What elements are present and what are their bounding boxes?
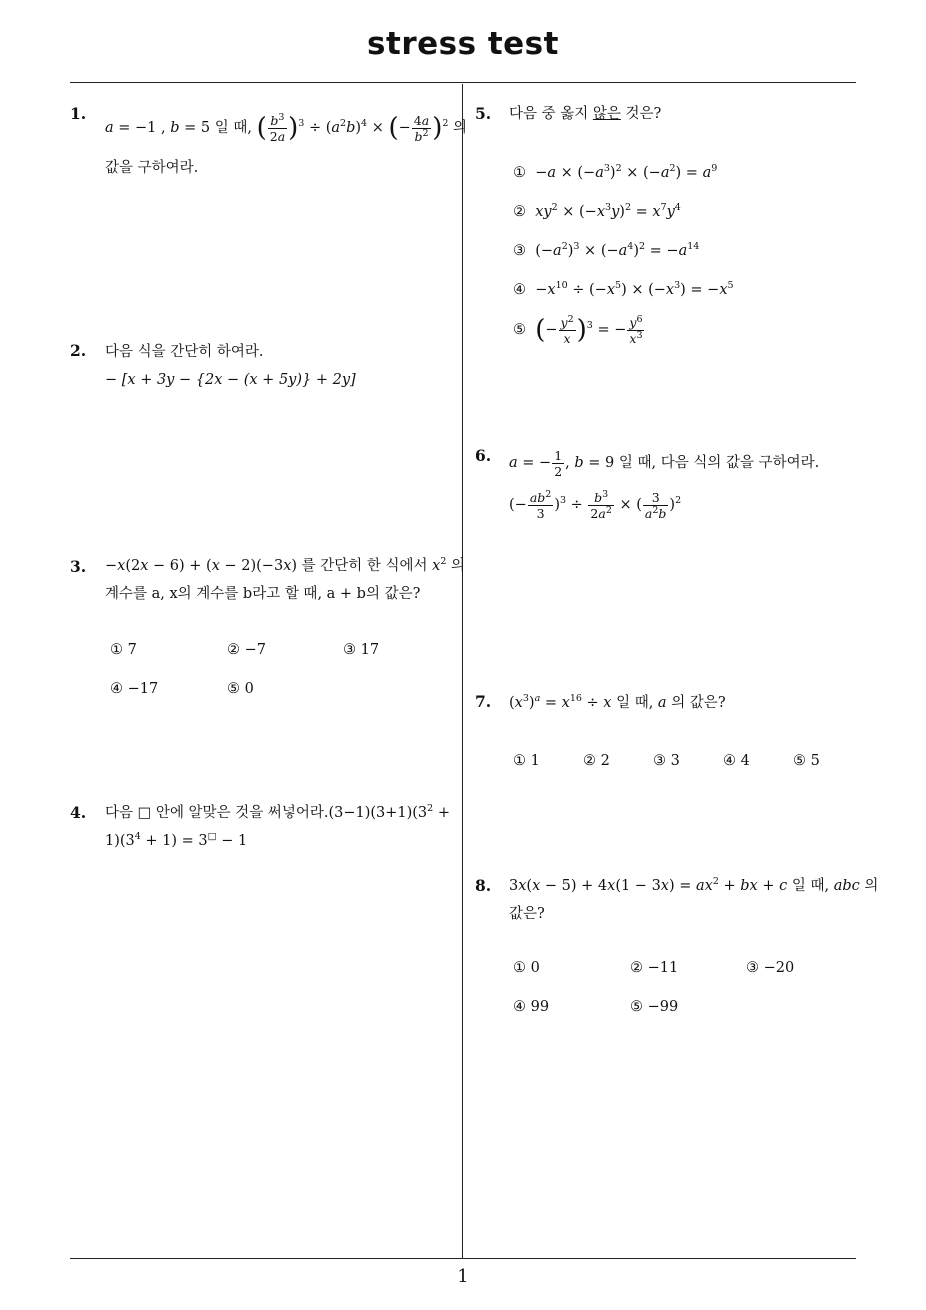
q8-choice-2[interactable]: ② −11 [630,960,679,976]
header-rule [70,82,856,83]
q5-choice-4[interactable]: ④ $-x^{10} \div (-x^5) \times (-x^3) = -x^5$ [513,280,734,298]
q5-choice-2[interactable]: ② $xy^2 \times (-x^3y)^2 = x^7y^4$ [513,202,681,220]
question-5-number: 5. [475,104,492,123]
question-8-number: 8. [475,876,492,895]
q8-choice-1[interactable]: ① 0 [513,960,540,976]
q8-choice-3[interactable]: ③ −20 [746,960,795,976]
q5-choice-1[interactable]: ① $-a \times (-a^3)^2 \times (-a^2) = a^9$ [513,163,718,181]
q7-choice-4[interactable]: ④ 4 [723,753,750,769]
question-5: 다음 중 옳지 않은 것은? [509,106,662,122]
q3-choice-5[interactable]: ⑤ 0 [227,681,254,697]
question-7-number: 7. [475,692,492,711]
page-title: stress test [367,26,559,62]
q5-choice-3[interactable]: ③ $(-a^2)^3 \times (-a^4)^2 = -a^{14}$ [513,241,700,259]
column-divider [462,84,463,1258]
q8-choice-4[interactable]: ④ 99 [513,999,550,1015]
question-3: −x(2x − 6) + (x − 2)(−3x) 를 간단히 한 식에서 $x^2$ 의 계수를 a, x의 계수를 b라고 할 때, a + b의 값은? [105,556,466,602]
q3-choice-1[interactable]: ① 7 [110,642,137,658]
question-8: $3x(x - 5) + 4x(1 - 3x) = ax^2$ + bx + c 일 때, abc 의 값은? [509,876,879,922]
question-4-number: 4. [70,803,87,822]
question-2: 다음 식을 간단히 하여라. − [x + 3y − {2x − (x + 5y)} + 2y] [105,344,356,388]
question-7: $(x^3)^a = x^{16} \div x$ 일 때, a 의 값은? [509,693,726,711]
q3-choice-3[interactable]: ③ 17 [343,642,380,658]
question-4: 다음 □ 안에 알맞은 것을 써넣어라$.(3-1)(3+1)(3^2$ + $1)(3^4 + 1) = 3^□ - 1$ [105,803,450,849]
question-1-number: 1. [70,104,87,123]
question-6-number: 6. [475,446,492,465]
q7-choice-2[interactable]: ② 2 [583,753,610,769]
question-2-number: 2. [70,341,87,360]
question-1: a = −1 , b = 5 일 때, ( $\frac{b^3}{2a}$ )$^3 \div (a^2b)^4$ × (− $\frac{4a}{b^2}$ )$^2$ 의 값을 구하여라. [105,111,468,176]
footer-rule [70,1258,856,1259]
question-3-number: 3. [70,557,87,576]
q7-choice-1[interactable]: ① 1 [513,753,540,769]
q3-choice-2[interactable]: ② −7 [227,642,266,658]
question-6: a = − $\frac{1}{2}$ , b = 9 일 때, 다음 식의 값을 구하여라. (− $\frac{ab^2}{3}$ )$^3$ ÷ $\frac{b^3}{2a^2}$ × ( $\frac{3}{a^2b}$ )$^2$ [509,447,820,521]
q3-choice-4[interactable]: ④ −17 [110,681,159,697]
page-number: 1 [457,1266,469,1287]
q7-choice-3[interactable]: ③ 3 [653,753,680,769]
q7-choice-5[interactable]: ⑤ 5 [793,753,820,769]
q5-choice-5[interactable]: ⑤ (− $\frac{y^2}{x}$ )$^3$ = − $\frac{y^6}{x^3}$ [513,313,643,346]
q8-choice-5[interactable]: ⑤ −99 [630,999,679,1015]
